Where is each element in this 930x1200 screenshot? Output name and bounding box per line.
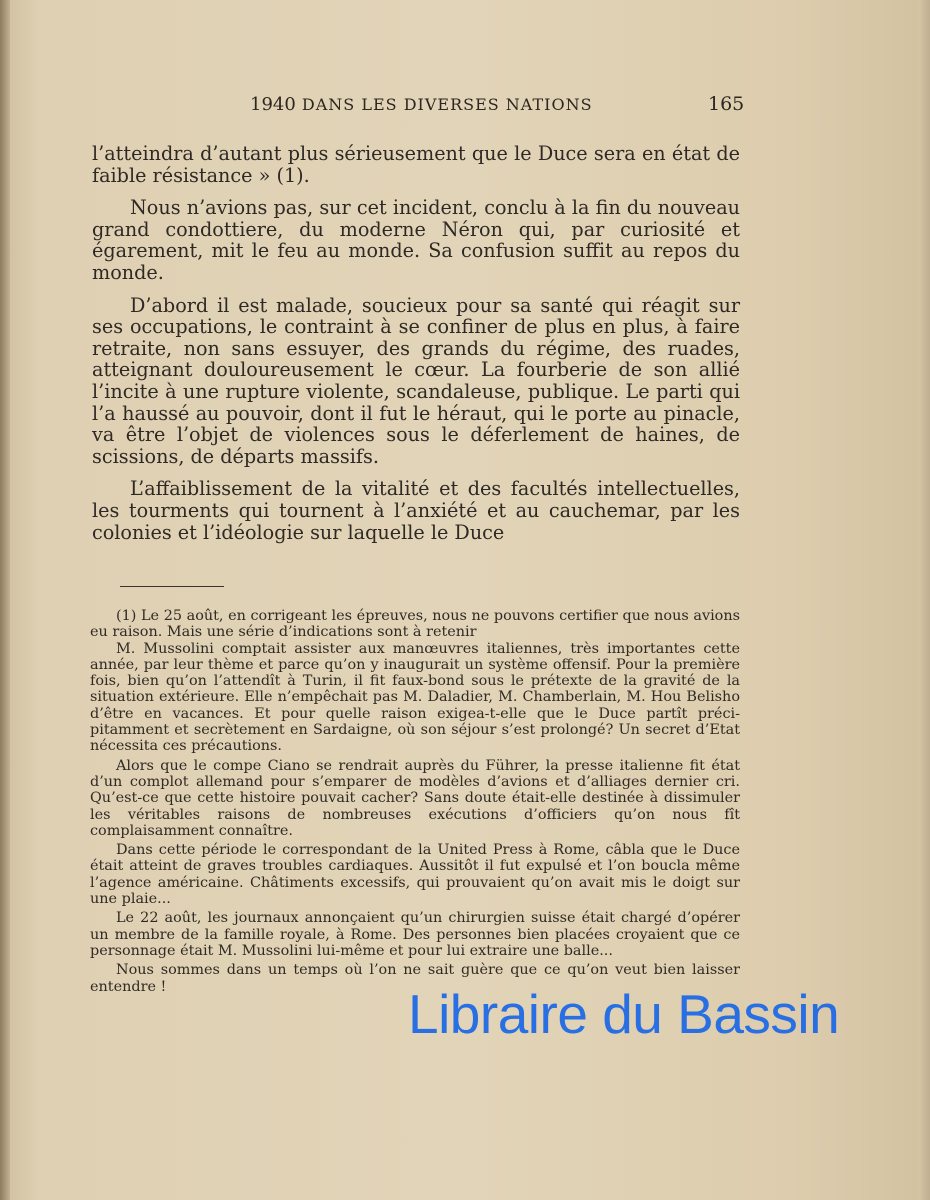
main-text — [92, 143, 740, 554]
running-head-year: 1940 — [250, 94, 296, 115]
footnotes — [90, 608, 740, 995]
footnote-paragraph: M. Mussolini comptait assister aux manœuvres italiennes, très importantes cette année, par leur thème et parce qu’on y inaugurait un système offensif. Pour la première fois, bien qu’on l’attendît à Turin, il fit faux-bond sous le prétexte de la gravité de la situation extérieure. Elle n’empêchait pas M. Daladier, M. Chamberlain, M. Hou Belisho d’être en vacances. Et pour quelle raison exigea-t-elle que le Duce partît précipitamment et secrètement en Sardaigne, où son séjour s’est prolongé? Un secret d’Etat nécessita ces précautions. — [90, 640, 740, 755]
body-paragraph: l’atteindra d’autant plus sérieusement que le Duce sera en état de faible résistance » (1). — [92, 142, 740, 187]
body-paragraph: Nous n’avions pas, sur cet incident, conclu à la fin du nouveau grand condottiere, du moderne Néron qui, par curiosité et égarement, mit le feu au monde. Sa confusion suffit au repos du monde. — [92, 196, 740, 284]
footnote-paragraph: (1) Le 25 août, en corrigeant les épreuves, nous ne pouvons certifier que nous avions eu raison. Mais une série d’indications sont à retenir — [90, 608, 740, 641]
footnote-paragraph: Le 22 août, les journaux annonçaient qu’un chirurgien suisse était chargé d’opérer un membre de la famille royale, à Rome. Des personnes bien placées croyaient que ce personnage était M. Mussolini lui-même et pour lui extraire une balle... — [90, 910, 740, 959]
body-paragraph: L’affaiblissement de la vitalité et des facultés intellectuelles, les tourments qui tournent à l’anxiété et au cauchemar, par les colonies et l’idéologie sur laquelle le Duce — [92, 477, 740, 544]
footnote-paragraph: Dans cette période le correspondant de la United Press à Rome, câbla que le Duce était atteint de graves troubles cardiaques. Aussitôt il fut expulsé et l’on boucla même l’agence américaine. Châtiments excessifs, qui prouvaient qu’on avait mis le doigt sur une plaie... — [90, 842, 740, 908]
page-number: 165 — [708, 93, 745, 115]
watermark: Libraire du Bassin — [408, 983, 840, 1045]
page-left-edge — [0, 0, 10, 1200]
footnote-rule — [120, 586, 224, 587]
footnote-paragraph: Nous sommes dans un temps où l’on ne sait guère que ce qu’on veut bien laisser entendre ! — [90, 962, 740, 995]
body-paragraph: D’abord il est malade, soucieux pour sa santé qui réagit sur ses occupations, le contraint à se confiner de plus en plus, à faire retraite, non sans essuyer, des grands du régime, des ruades, atteignant douloureusement le cœur. La fourberie de son allié l’incite à une rupture violente, scandaleuse, publique. Le parti qui l’a haussé au pouvoir, dont il fut le héraut, qui le porte au pinacle, va être l’objet de violences sous le déferlement de haines, de scissions, de départs massifs. — [92, 293, 740, 468]
running-head-title: DANS LES DIVERSES NATIONS — [301, 95, 593, 114]
footnote-paragraph: Alors que le compe Ciano se rendrait auprès du Führer, la presse italienne fit état d’un complot allemand pour s’emparer de modèles d’avions et d’alliages dernier cri. Qu’est-ce que cette histoire pouvait cacher? Sans doute était-elle destinée à dissimuler les véritables raisons de nombreuses exécutions d’officiers qu’on nous fît complaisamment connaître. — [90, 757, 740, 839]
page-right-edge — [918, 0, 930, 1200]
running-head — [250, 94, 593, 115]
